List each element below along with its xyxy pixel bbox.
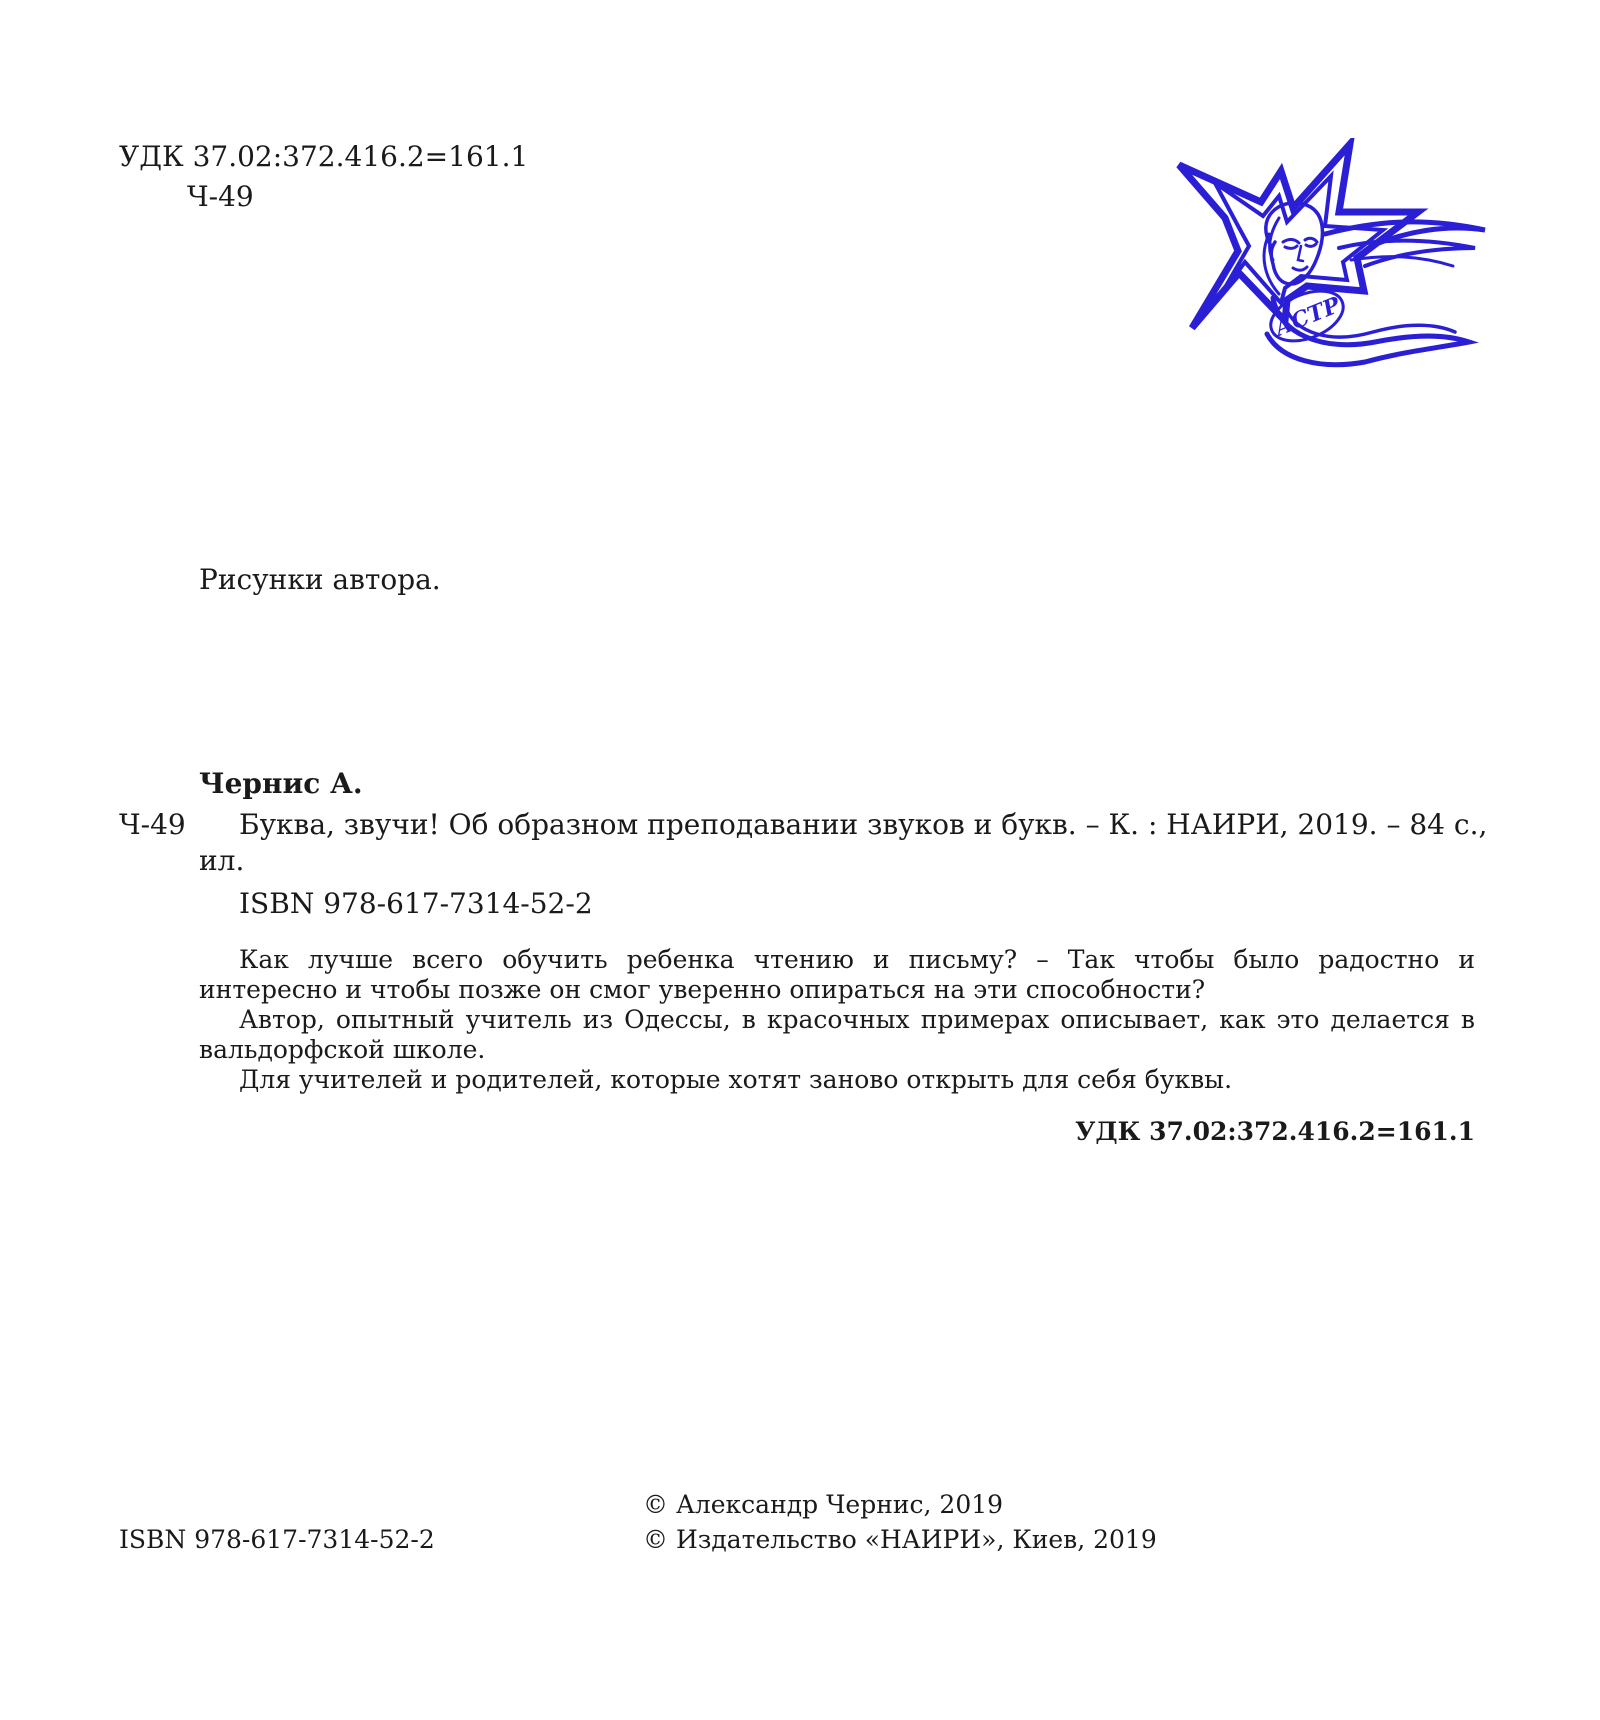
logo-label: АСТР bbox=[1270, 292, 1344, 342]
publisher-logo bbox=[1175, 138, 1495, 383]
catalog-isbn: ISBN 978-617-7314-52-2 bbox=[239, 887, 593, 920]
catalog-title-continuation: ил. bbox=[199, 844, 245, 877]
annotation-paragraph: Как лучше всего обучить ребенка чтению и письму? – Так чтобы было радостно и интересно и чтобы позже он смог уверенно опираться на эти способности? bbox=[199, 945, 1475, 1004]
udk-header: УДК 37.02:372.416.2=161.1 bbox=[119, 140, 529, 173]
isbn-footer: ISBN 978-617-7314-52-2 bbox=[119, 1525, 435, 1554]
catalog-title: Буква, звучи! Об образном преподавании звуков и букв. – К. : НАИРИ, 2019. – 84 с., bbox=[239, 808, 1488, 841]
udk-footer: УДК 37.02:372.416.2=161.1 bbox=[1075, 1117, 1475, 1146]
logo-nose bbox=[1298, 246, 1303, 261]
annotation-paragraph: Автор, опытный учитель из Одессы, в красочных примерах описывает, как это делается в вальдорфской школе. bbox=[199, 1005, 1475, 1064]
catalog-code: Ч-49 bbox=[119, 808, 186, 841]
copyright-publisher: © Издательство «НАИРИ», Киев, 2019 bbox=[643, 1525, 1157, 1554]
logo-left-eye bbox=[1283, 239, 1299, 248]
annotation-paragraph: Для учителей и родителей, которые хотят заново открыть для себя буквы. bbox=[239, 1065, 1233, 1094]
logo-star-outer bbox=[1179, 144, 1418, 328]
logo-mouth bbox=[1293, 267, 1307, 270]
author-code-header: Ч-49 bbox=[187, 180, 254, 213]
logo-right-eye bbox=[1305, 238, 1317, 246]
catalog-author: Чернис А. bbox=[199, 767, 363, 800]
illustrations-note: Рисунки автора. bbox=[199, 563, 441, 596]
copyright-author: © Александр Чернис, 2019 bbox=[643, 1490, 1004, 1519]
annotation bbox=[199, 945, 1475, 1095]
